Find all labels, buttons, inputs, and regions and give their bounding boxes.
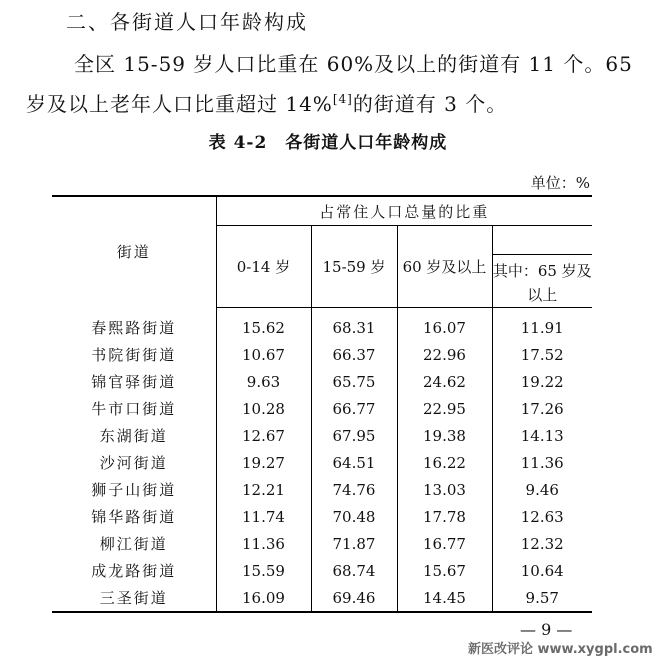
watermark: 新医改评论 www.xygpl.com — [468, 642, 653, 657]
table-body — [52, 308, 592, 613]
section-heading: 二、各街道人口年龄构成 — [66, 10, 308, 34]
paragraph-text: 全区 15-59 岁人口比重在 60%及以上的街道有 11 个。65 岁及以上老年人口比重超过 14% — [26, 52, 633, 116]
street-name-cell: 沙河街道 — [99, 454, 168, 472]
street-name-cell: 书院街街道 — [91, 346, 177, 364]
age-0-14-cell: 19.27 — [216, 449, 311, 476]
table-row — [52, 395, 592, 422]
age-15-59-cell: 68.74 — [311, 557, 397, 584]
page-number: — 9 — — [520, 620, 573, 639]
table-row — [52, 422, 592, 449]
age-65-plus-header: 其中：65 岁及以上 — [493, 254, 593, 307]
age-0-14-cell: 10.67 — [216, 341, 311, 368]
age-15-59-cell: 66.37 — [311, 341, 397, 368]
age-0-14-cell: 12.67 — [216, 422, 311, 449]
age-structure-table — [52, 195, 592, 613]
age-0-14-cell: 16.09 — [216, 584, 311, 612]
age-15-59-cell: 64.51 — [311, 449, 397, 476]
street-name-cell: 锦华路街道 — [91, 508, 177, 526]
age-0-14-cell: 9.63 — [216, 368, 311, 395]
age-60-plus-cell: 16.22 — [397, 449, 492, 476]
table-row — [52, 341, 592, 368]
table-title: 表 4-2 各街道人口年龄构成 — [208, 133, 448, 153]
share-group-header: 占常住人口总量的比重 — [216, 196, 592, 226]
age-15-59-cell: 70.48 — [311, 503, 397, 530]
footnote-reference[interactable]: [4] — [332, 92, 353, 106]
age-15-59-cell: 74.76 — [311, 476, 397, 503]
street-name-cell: 三圣街道 — [99, 589, 168, 607]
age-60-plus-cell: 19.38 — [397, 422, 492, 449]
age-15-59-cell: 69.46 — [311, 584, 397, 612]
age-60-plus-cell: 24.62 — [397, 368, 492, 395]
street-name-cell: 成龙路街道 — [91, 562, 177, 580]
age-0-14-cell: 12.21 — [216, 476, 311, 503]
age-60-plus-cell: 22.96 — [397, 341, 492, 368]
table-row — [52, 449, 592, 476]
street-column-header: 街道 — [116, 243, 151, 261]
table-row — [52, 476, 592, 503]
age-15-59-cell: 68.31 — [311, 308, 397, 342]
age-15-59-cell: 67.95 — [311, 422, 397, 449]
street-name-cell: 狮子山街道 — [91, 481, 177, 499]
age-0-14-cell: 15.62 — [216, 308, 311, 342]
age-60-plus-header: 60 岁及以上 — [397, 226, 492, 308]
age-60-plus-cell: 22.95 — [397, 395, 492, 422]
age-65-plus-cell: 11.36 — [492, 449, 592, 476]
age-60-plus-cell: 15.67 — [397, 557, 492, 584]
street-name-cell: 牛市口街道 — [91, 400, 177, 418]
age-15-59-cell: 66.77 — [311, 395, 397, 422]
age-0-14-cell: 11.36 — [216, 530, 311, 557]
age-60-plus-cell: 17.78 — [397, 503, 492, 530]
street-name-cell: 柳江街道 — [99, 535, 168, 553]
age-65-plus-cell: 9.57 — [492, 584, 592, 612]
table-row — [52, 503, 592, 530]
age-65-plus-cell: 10.64 — [492, 557, 592, 584]
age-65-plus-cell: 12.63 — [492, 503, 592, 530]
age-0-14-cell: 11.74 — [216, 503, 311, 530]
age-60-plus-cell: 16.07 — [397, 308, 492, 342]
age-60-plus-cell: 13.03 — [397, 476, 492, 503]
table-row — [52, 530, 592, 557]
age-65-plus-cell: 11.91 — [492, 308, 592, 342]
table-row — [52, 557, 592, 584]
age-60-plus-cell: 16.77 — [397, 530, 492, 557]
age-15-59-header: 15-59 岁 — [311, 226, 397, 308]
age-65-plus-cell: 17.26 — [492, 395, 592, 422]
age-65-plus-cell: 9.46 — [492, 476, 592, 503]
age-65-plus-cell: 17.52 — [492, 341, 592, 368]
street-name-cell: 锦官驿街道 — [91, 373, 177, 391]
table-header — [52, 196, 592, 308]
body-paragraph — [26, 44, 636, 124]
age-65-plus-cell: 14.13 — [492, 422, 592, 449]
street-name-cell: 东湖街道 — [99, 427, 168, 445]
age-65-plus-header-cell — [492, 226, 592, 308]
age-65-plus-cell: 19.22 — [492, 368, 592, 395]
street-name-cell: 春熙路街道 — [91, 318, 177, 337]
table-row — [52, 584, 592, 612]
age-0-14-header: 0-14 岁 — [216, 226, 311, 308]
age-0-14-cell: 10.28 — [216, 395, 311, 422]
age-65-plus-cell: 12.32 — [492, 530, 592, 557]
table-unit: 单位：% — [530, 174, 590, 192]
table-row — [52, 308, 592, 342]
age-0-14-cell: 15.59 — [216, 557, 311, 584]
age-15-59-cell: 65.75 — [311, 368, 397, 395]
age-60-plus-cell: 14.45 — [397, 584, 492, 612]
table-row — [52, 368, 592, 395]
paragraph-text-end: 的街道有 3 个。 — [352, 92, 508, 116]
age-15-59-cell: 71.87 — [311, 530, 397, 557]
